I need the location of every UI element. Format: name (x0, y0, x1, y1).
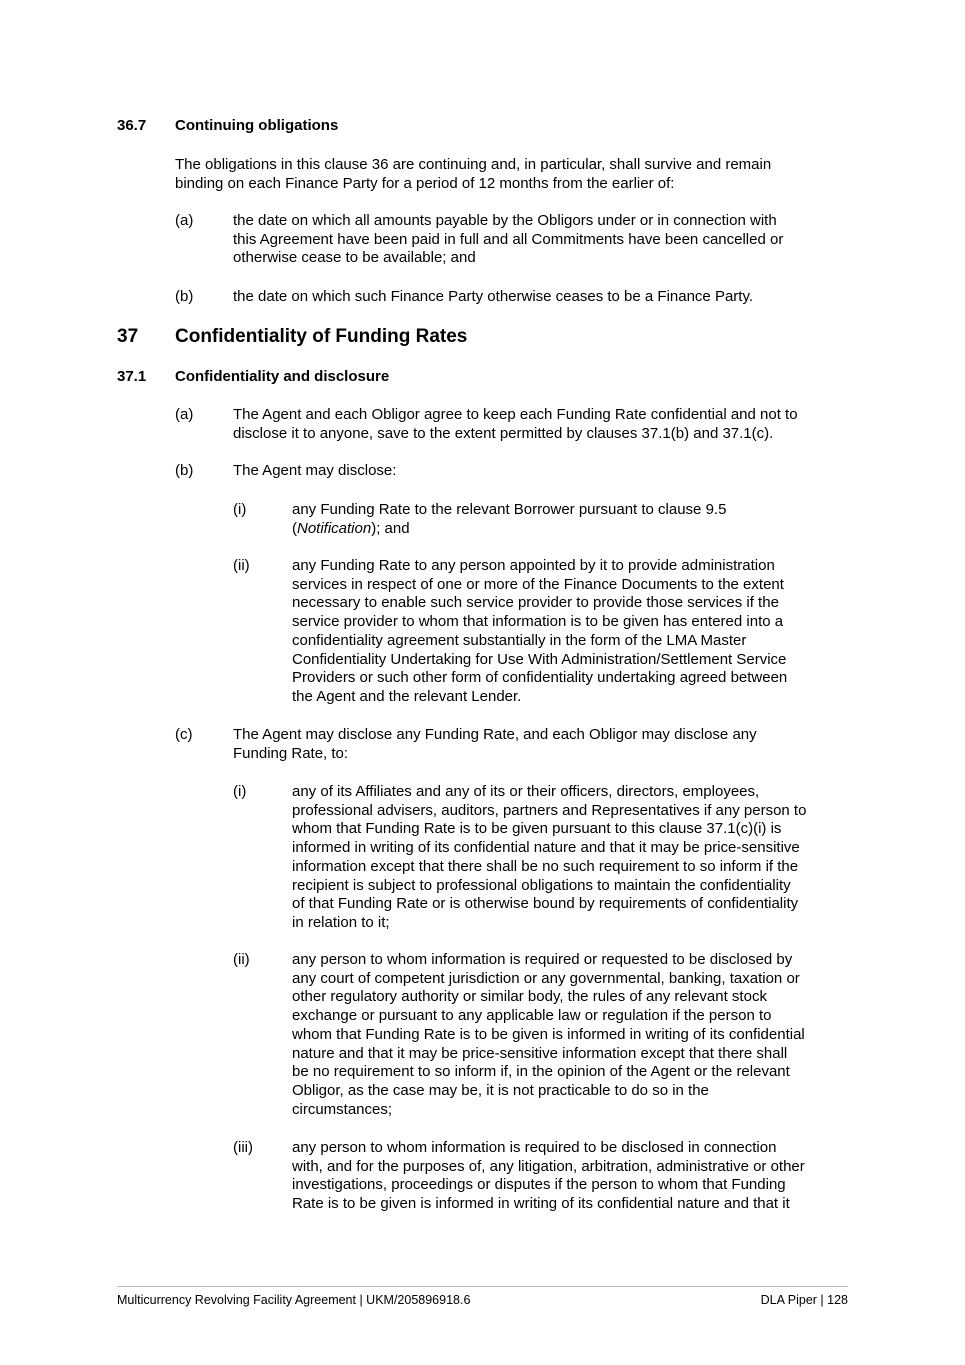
text-line: binding on each Finance Party for a period of 12 months from the earlier of: (175, 174, 675, 192)
section-number: 37.1 (117, 368, 147, 385)
text-line: other regulatory authority or similar body, the rules of any relevant stock (292, 988, 767, 1006)
text-line: any Funding Rate to any person appointed by it to provide administration (292, 557, 775, 574)
paragraph (175, 156, 771, 193)
text-line: Rate is to be given is informed in writing of its confidential nature and that it (292, 1195, 790, 1213)
text-line: the date on which all amounts payable by the Obligors under or in connection with (233, 212, 777, 229)
text-line (292, 520, 726, 539)
text-line: whom that Funding Rate is to be given is informed in writing of its confidential (292, 1025, 805, 1043)
text-line: any person to whom information is required to be disclosed in connection (292, 1139, 777, 1156)
text-part: ( (292, 519, 297, 537)
list-item (233, 212, 783, 268)
text-line: The Agent and each Obligor agree to keep each Funding Rate confidential and not to (233, 406, 798, 423)
text-line: services in respect of one or more of the Finance Documents to the extent (292, 575, 784, 593)
list-item (233, 288, 753, 307)
text-line: any of its Affiliates and any of its or their officers, directors, employees, (292, 783, 760, 800)
text-part: ); and (371, 519, 410, 537)
list-item (292, 1139, 805, 1214)
text-line: exchange or pursuant to any applicable law or regulation if the person to (292, 1007, 772, 1025)
text-line: recipient is subject to professional obligations to maintain the confidentiality (292, 876, 791, 894)
item-label: (i) (233, 501, 247, 518)
text-line: necessary to enable such service provider to provide those services if the (292, 594, 779, 612)
footer-right: DLA Piper | 128 (760, 1293, 848, 1307)
section-number: 36.7 (117, 117, 147, 134)
text-line: Confidentiality Undertaking for Use With Administration/Settlement Service (292, 650, 787, 668)
text-line: confidentiality agreement substantially in the form of the LMA Master (292, 631, 747, 649)
text-line: any court of competent jurisdiction or any governmental, banking, taxation or (292, 969, 800, 987)
list-item (292, 951, 805, 1119)
text-line: Providers or such other form of confidentiality undertaking agreed between (292, 669, 788, 687)
text-line: The Agent may disclose any Funding Rate, and each Obligor may disclose any (233, 726, 757, 743)
text-line: this Agreement have been paid in full and all Commitments have been cancelled or (233, 230, 784, 248)
text-line: whom that Funding Rate is to be given pursuant to this clause 37.1(c)(i) is (292, 820, 782, 838)
text-line: the Agent and the relevant Lender. (292, 687, 522, 705)
text-line: informed in writing of its confidential nature and that it may be price-sensitive (292, 839, 800, 857)
text-line: any person to whom information is required or requested to be disclosed by (292, 951, 793, 968)
footer-left: Multicurrency Revolving Facility Agreement | UKM/205896918.6 (117, 1293, 471, 1307)
text-line: in relation to it; (292, 913, 390, 931)
item-label: (iii) (233, 1139, 253, 1156)
item-label: (b) (175, 462, 194, 479)
list-item (233, 726, 757, 763)
text-line: circumstances; (292, 1100, 393, 1118)
item-label: (ii) (233, 557, 250, 574)
text-line: investigations, proceedings or disputes if the person to whom that Funding (292, 1176, 786, 1194)
section-title: Continuing obligations (175, 117, 339, 134)
text-line: with, and for the purposes of, any litigation, arbitration, administrative or other (292, 1157, 805, 1175)
text-line: be no requirement to so inform if, in the opinion of the Agent or the relevant (292, 1063, 790, 1081)
text-line: The Agent may disclose: (233, 462, 397, 479)
list-item (233, 462, 396, 481)
list-item (292, 557, 787, 707)
section-number: 37 (117, 326, 139, 347)
list-item (292, 501, 726, 538)
text-line: otherwise cease to be available; and (233, 249, 476, 267)
item-label: (a) (175, 406, 194, 423)
item-label: (a) (175, 212, 194, 229)
text-line: any Funding Rate to the relevant Borrower pursuant to clause 9.5 (292, 501, 727, 518)
list-item (233, 406, 798, 443)
text-line: professional advisers, auditors, partners and Representatives if any person to (292, 801, 807, 819)
text-line: information except that there shall be no such requirement to so inform if the (292, 857, 799, 875)
section-title: Confidentiality and disclosure (175, 368, 390, 385)
text-line: Obligor, as the case may be, it is not practicable to do so in the (292, 1081, 709, 1099)
item-label: (b) (175, 288, 194, 305)
text-line: of that Funding Rate or is otherwise bound by requirements of confidentiality (292, 895, 799, 913)
text-line: service provider to whom that information is to be given has entered into a (292, 613, 784, 631)
item-label: (i) (233, 783, 247, 800)
text-line: Funding Rate, to: (233, 744, 349, 762)
text-line: the date on which such Finance Party otherwise ceases to be a Finance Party. (233, 288, 754, 305)
text-line: nature and that it may be price-sensitive information except that there shall (292, 1044, 788, 1062)
item-label: (c) (175, 726, 193, 743)
list-item (292, 783, 806, 933)
footer-divider (117, 1286, 848, 1287)
clause-reference: Notification (297, 519, 372, 537)
text-line: The obligations in this clause 36 are continuing and, in particular, shall survive and remain (175, 156, 772, 173)
text-line: disclose it to anyone, save to the extent permitted by clauses 37.1(b) and 37.1(c). (233, 424, 774, 442)
item-label: (ii) (233, 951, 250, 968)
section-title: Confidentiality of Funding Rates (175, 326, 468, 347)
